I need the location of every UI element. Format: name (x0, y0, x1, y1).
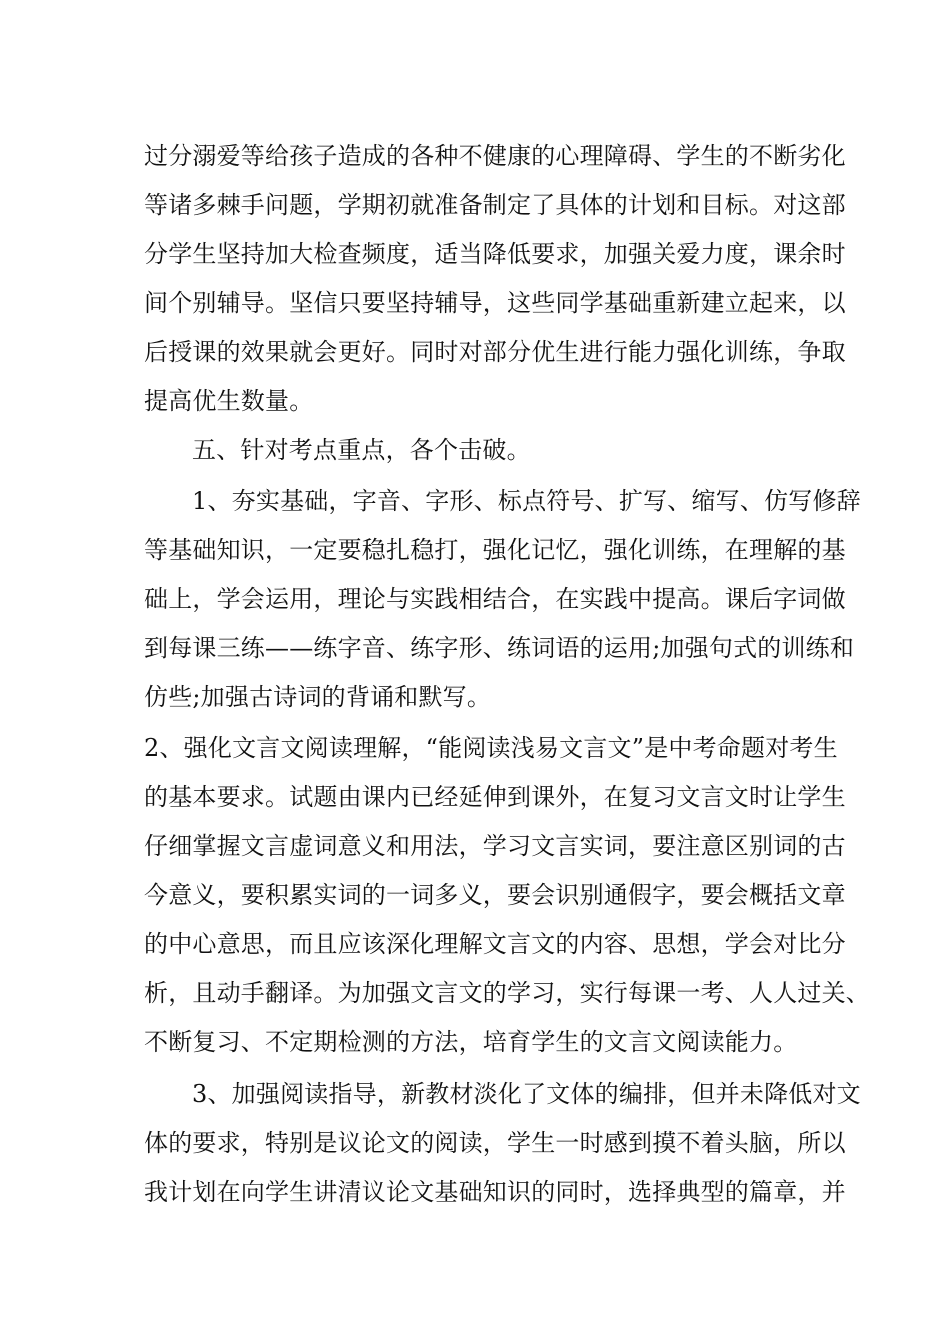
text-line: 今意义，要积累实词的一词多义，要会识别通假字，要会概括文章 (144, 881, 846, 909)
text-line: 不断复习、不定期检测的方法，培育学生的文言文阅读能力。 (144, 1028, 798, 1056)
text-line: 后授课的效果就会更好。同时对部分优生进行能力强化训练，争取 (144, 338, 846, 366)
text-line: 到每课三练——练字音、练字形、练词语的运用;加强句式的训练和 (144, 634, 855, 662)
text-line: 等基础知识，一定要稳扎稳打，强化记忆，强化训练，在理解的基 (144, 536, 846, 564)
text-line: 仔细掌握文言虚词意义和用法，学习文言实词，要注意区别词的古 (144, 832, 846, 860)
text-line: 过分溺爱等给孩子造成的各种不健康的心理障碍、学生的不断劣化 (144, 142, 846, 170)
text-line: 仿些;加强古诗词的背诵和默写。 (144, 683, 492, 711)
section-heading: 五、针对考点重点，各个击破。 (192, 436, 531, 464)
text-line: 的基本要求。试题由课内已经延伸到课外，在复习文言文时让学生 (144, 783, 846, 811)
text-line: 提高优生数量。 (144, 387, 314, 415)
text-line: 础上，学会运用，理论与实践相结合，在实践中提高。课后字词做 (144, 585, 846, 613)
text-line: 析，且动手翻译。为加强文言文的学习，实行每课一考、人人过关、 (144, 979, 870, 1007)
text-line: 等诸多棘手问题，学期初就准备制定了具体的计划和目标。对这部 (144, 191, 846, 219)
text-line: 2、强化文言文阅读理解，“能阅读浅易文言文”是中考命题对考生 (144, 734, 838, 762)
text-line: 的中心意思，而且应该深化理解文言文的内容、思想，学会对比分 (144, 930, 846, 958)
text-line: 体的要求，特别是议论文的阅读，学生一时感到摸不着头脑，所以 (144, 1129, 846, 1157)
text-line: 分学生坚持加大检查频度，适当降低要求，加强关爱力度，课余时 (144, 240, 846, 268)
text-line: 1、夯实基础，字音、字形、标点符号、扩写、缩写、仿写修辞 (192, 487, 861, 515)
text-line: 3、加强阅读指导，新教材淡化了文体的编排，但并未降低对文 (192, 1080, 861, 1108)
text-line: 我计划在向学生讲清议论文基础知识的同时，选择典型的篇章，并 (144, 1178, 846, 1206)
text-line: 间个别辅导。坚信只要坚持辅导，这些同学基础重新建立起来，以 (144, 289, 846, 317)
